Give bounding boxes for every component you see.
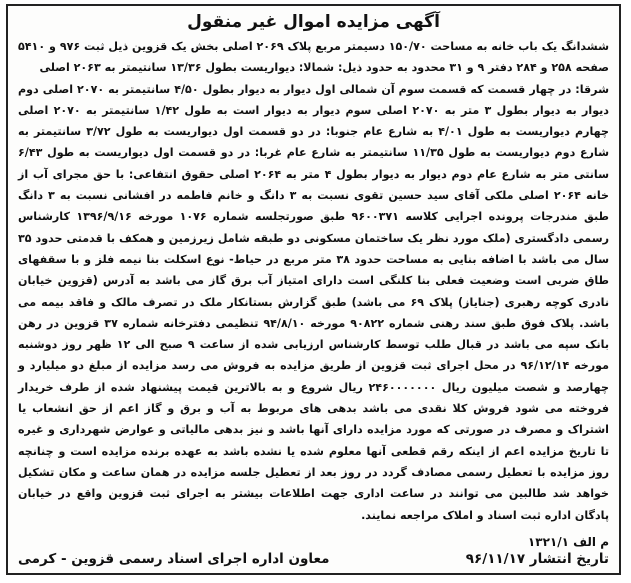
auction-notice	[6, 4, 621, 575]
notice-title: آگهی مزایده اموال غیر منقول	[187, 12, 440, 32]
issuing-office: معاون اداره اجرای اسناد رسمی قزوین - کرمی	[18, 551, 330, 567]
publish-date: تاریخ انتشار ۹۶/۱۱/۱۷	[465, 551, 609, 567]
signature-row	[18, 551, 609, 567]
property-description: ششدانگ یک باب خانه به مساحت ۱۵۰/۷۰ دسیمتر مربع پلاک ۲۰۶۹ اصلی بخش یک قزوین ذیل ثبت ۹۷۶ و ۵۴۱۰ صفحه ۲۵۸ و ۲۸۴ دفتر ۹ و ۳۱ محدود به حدود ذیل: شمالا: دیواریست بطول ۱۳/۳۶ سانتیمتر به ۲۰۶۳ اصلی	[18, 40, 609, 75]
reference-number: م الف ۱۳۲۱/۱	[527, 535, 609, 549]
notice-body-text: شرقا: در چهار قسمت که قسمت سوم آن شمالی اول دیوار به دیوار بطول ۴/۵۰ سانتیمتر به ۲۰۷۰ اصلی دوم دیوار به دیوار بطول ۳ متر به ۲۰۷۰ اصلی سوم دیوار به دیوار است به طول ۱/۴۲ سانتیمتر به ۲۰۷۰ اصلی چهارم دیواریست به طول ۴/۰۱ به شارع عام جنوبا: در دو قسمت اول دیواریست به طول ۳/۷۲ سانتیمتر به شارع دوم دیواریست به طول ۱۱/۳۵ سانتیمتر به شارع عام غربا: در دو قسمت اول دیواریست به طول ۶/۴۳ سانتی متر به شارع عام دوم دیوار به دیوار بطول ۴ متر به ۲۰۶۴ اصلی حقوق انتفاعی: با حق مجرای آب از خانه ۲۰۶۴ اصلی ملکی آقای سید حسین تقوی نسبت به ۳ دانگ و خانم فاطمه در افشانی نسبت به ۳ دانگ طبق مندرجات پرونده اجرایی کلاسه ۹۶۰۰۳۷۱ طبق صورتجلسه شماره ۱۰۷۶ مورخه ۱۳۹۶/۹/۱۶ کارشناس رسمی دادگستری (ملک مورد نظر یک ساختمان مسکونی دو طبقه شامل زیرزمین و همکف با قدمتی حدود ۳۵ سال می باشد با اضافه بنایی به مساحت حدود ۳۸ متر مربع در حیاط- نوع اسکلت بنا نیمه فلز و با سقفهای طاق ضربی است وضعیت فعلی بنا کلنگی است دارای امتیاز آب برق گاز می باشد به آدرس (قزوین خیابان نادری کوچه رهبری (جنایاز) پلاک ۶۹ می باشد) طبق گزارش بستانکار ملک در تصرف مالک و فاقد بیمه می باشد. پلاک فوق طبق سند رهنی شماره ۹۰۸۲۲ مورخه ۹۴/۸/۱۰ تنظیمی دفترخانه شماره ۳۷ قزوین در رهن بانک سپه می باشد در قبال طلب توسط کارشناس ارزیابی شده از ساعت ۹ صبح الی ۱۲ ظهر روز دوشنبه مورخه ۹۶/۱۲/۱۴ در محل اجرای ثبت قزوین از طریق مزایده به فروش می رسد مزایده از مبلغ دو میلیارد و چهارصد و شصت میلیون ریال ۲۴۶۰۰۰۰۰۰۰ ریال شروع و به بالاترین قیمت پیشنهاد شده از طرف خریدار فروخته می شود فروش کلا نقدی می باشد بدهی های مربوط به آب و برق و گاز اعم از حق انشعاب یا اشتراک و مصرف در صورتی که مورد مزایده دارای آنها باشد و نیز بدهی مالیاتی و عوارض شهرداری و غیره تا تاریخ مزایده اعم از اینکه رقم قطعی آنها معلوم شده یا نشده باشد به عهده برنده مزایده است و چنانچه روز مزایده با تعطیل رسمی مصادف گردد در روز بعد از تعطیل جلسه مزایده در همان ساعت و مکان تشکیل خواهد شد طالبین می توانند در ساعت اداری جهت اطلاعات بیشتر به اجرای ثبت قزوین واقع در خیابان پادگان اداره ثبت اسناد و املاک مراجعه نمایند.	[18, 82, 610, 522]
notice-footer	[18, 535, 609, 567]
